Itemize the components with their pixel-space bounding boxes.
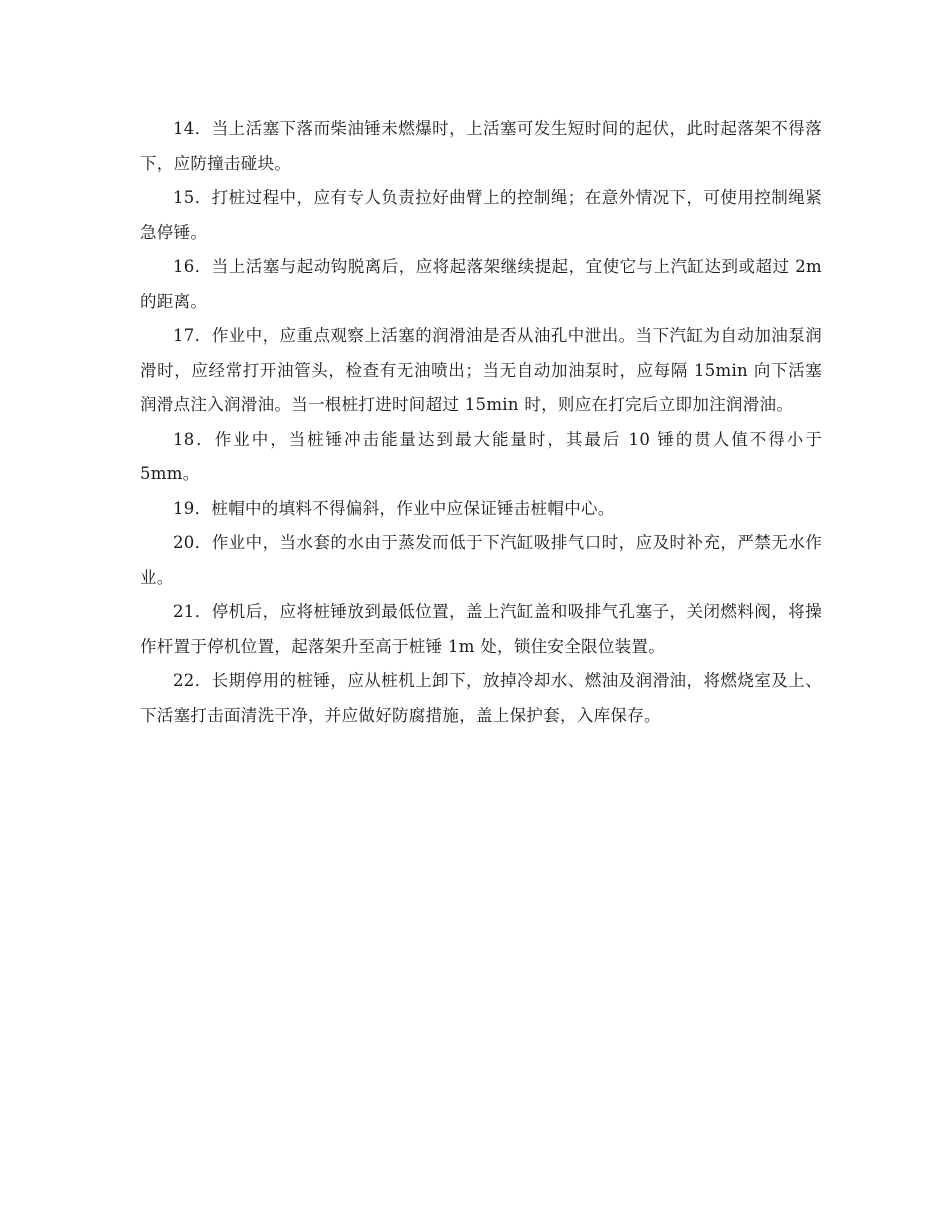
- paragraph-22: 22．长期停用的桩锤，应从桩机上卸下，放掉冷却水、燃油及润滑油，将燃烧室及上、下活塞打击面清洗干净，并应做好防腐措施，盖上保护套，入库保存。: [140, 671, 822, 725]
- paragraph-18: 18．作业中，当桩锤冲击能量达到最大能量时，其最后 10 锤的贯人值不得小于 5mm。: [140, 429, 822, 483]
- paragraph-16: 16．当上活塞与起动钩脱离后，应将起落架继续提起，宜使它与上汽缸达到或超过 2m 的距离。: [140, 257, 822, 311]
- paragraph-20: 20．作业中，当水套的水由于蒸发而低于下汽缸吸排气口时，应及时补充，严禁无水作业。: [140, 533, 822, 587]
- paragraph-21: 21．停机后，应将桩锤放到最低位置，盖上汽缸盖和吸排气孔塞子，关闭燃料阀，将操作杆置于停机位置，起落架升至高于桩锤 1m 处，锁住安全限位装置。: [140, 602, 822, 656]
- paragraph-15: 15．打桩过程中，应有专人负责拉好曲臂上的控制绳；在意外情况下，可使用控制绳紧急停锤。: [140, 188, 822, 242]
- paragraph-14: 14．当上活塞下落而柴油锤未燃爆时，上活塞可发生短时间的起伏，此时起落架不得落下，应防撞击碰块。: [140, 119, 822, 173]
- document-body: [140, 112, 822, 733]
- paragraph-17: 17．作业中，应重点观察上活塞的润滑油是否从油孔中泄出。当下汽缸为自动加油泵润滑时，应经常打开油管头，检查有无油喷出；当无自动加油泵时，应每隔 15min 向下活塞润滑点注入润滑油。当一根桩打进时间超过 15min 时，则应在打完后立即加注润滑油。: [140, 326, 822, 414]
- paragraph-19: 19．桩帽中的填料不得偏斜，作业中应保证锤击桩帽中心。: [173, 498, 615, 518]
